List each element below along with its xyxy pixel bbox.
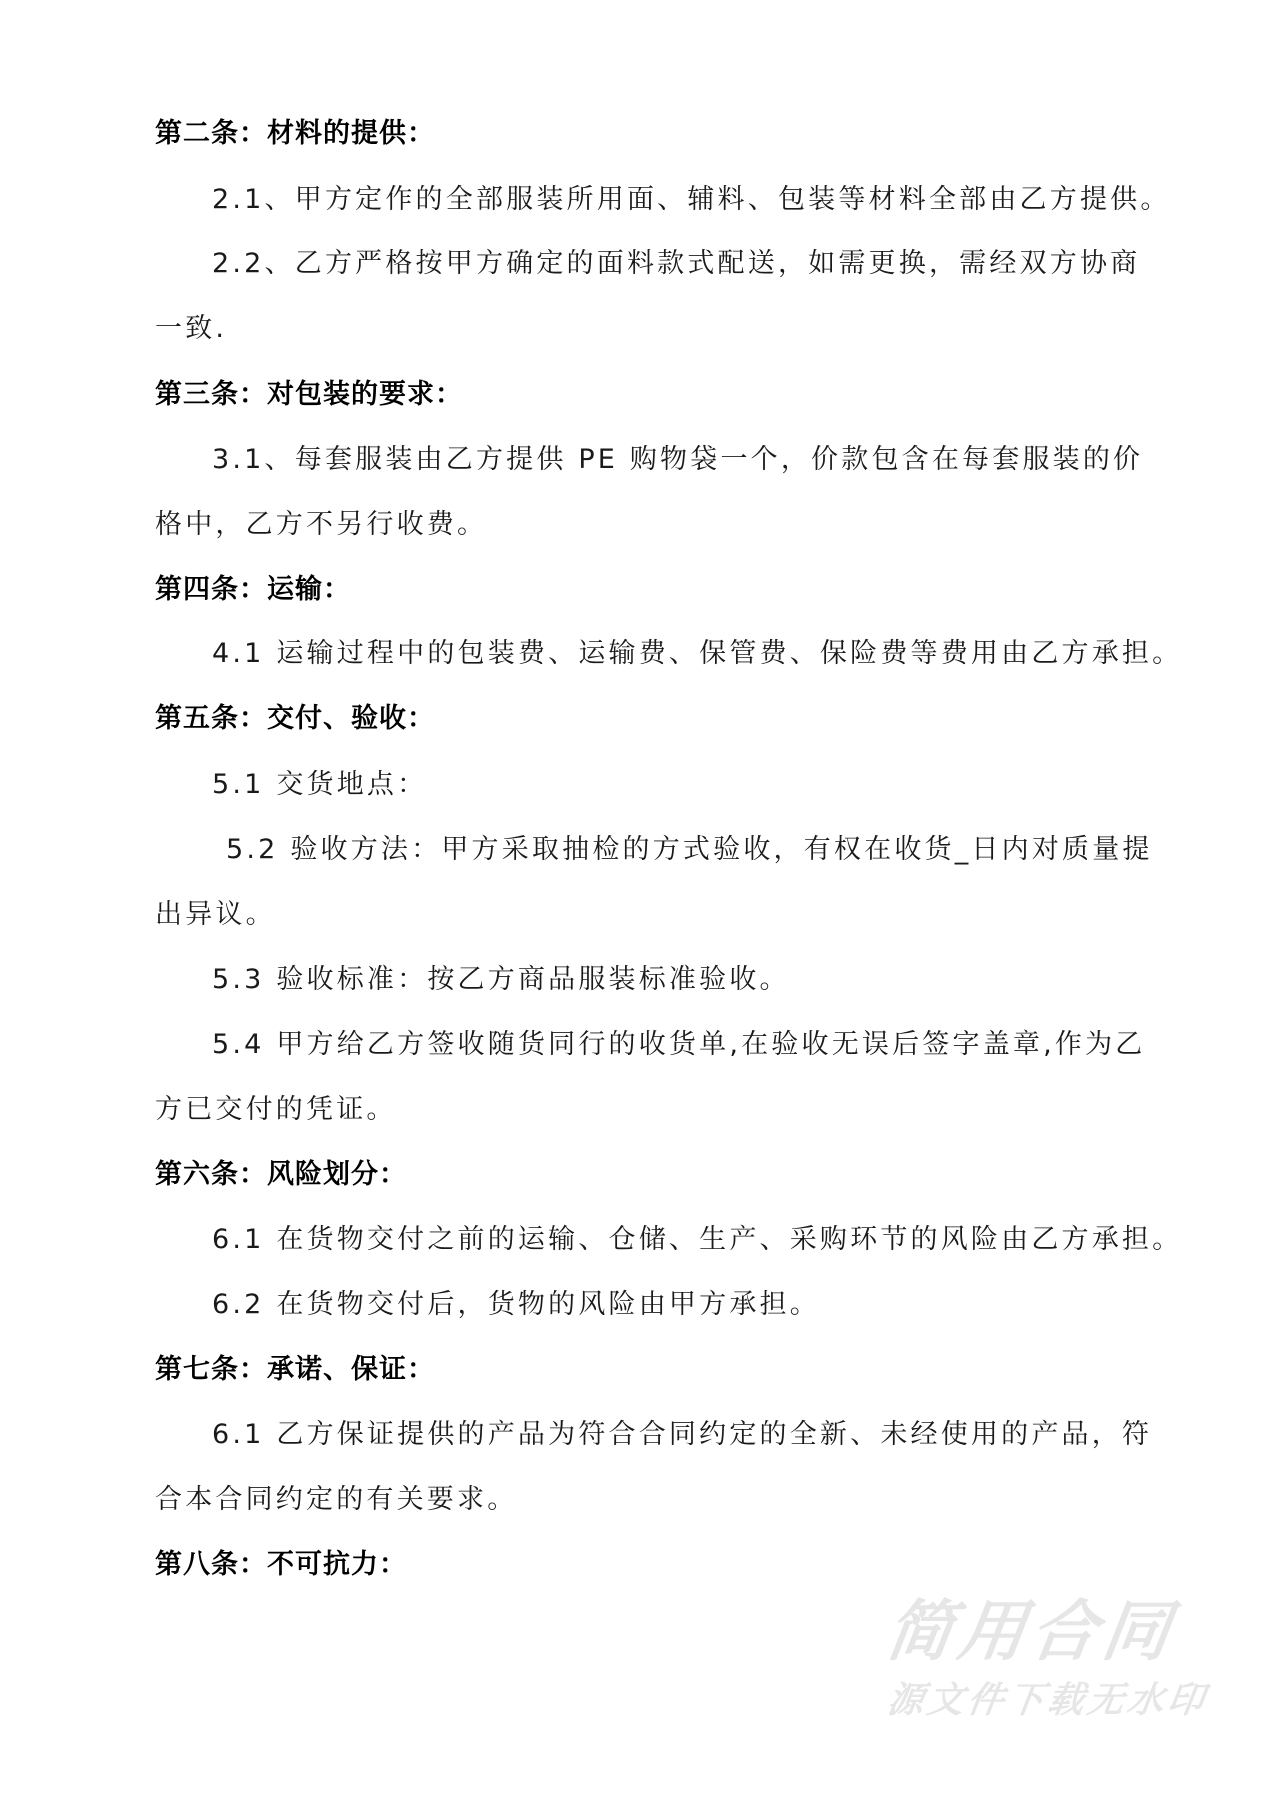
clause-5-1: 5.1 交货地点：	[212, 769, 428, 800]
clause-5-3: 5.3 验收标准：按乙方商品服装标准验收。	[212, 964, 790, 995]
clause-2-2-cont: 一致.	[155, 313, 228, 344]
clause-2-2: 2.2、乙方严格按甲方确定的面料款式配送，如需更换，需经双方协商	[212, 248, 1141, 279]
watermark-title: 简用合同	[881, 1593, 1181, 1670]
clause-5-4: 5.4 甲方给乙方签收随货同行的收货单,在验收无误后签字盖章,作为乙	[212, 1029, 1146, 1060]
clause-6-2: 6.2 在货物交付后，货物的风险由甲方承担。	[212, 1289, 820, 1320]
clause-5-2: 5.2 验收方法：甲方采取抽检的方式验收，有权在收货_日内对质量提	[226, 834, 1153, 865]
clause-3-1-cont: 格中，乙方不另行收费。	[155, 509, 488, 540]
section-heading-6: 第六条：风险划分：	[155, 1159, 407, 1190]
clause-5-4-cont: 方已交付的凭证。	[155, 1094, 397, 1125]
clause-2-1: 2.1、甲方定作的全部服装所用面、辅料、包装等材料全部由乙方提供。	[212, 184, 1171, 215]
clause-5-2-cont: 出异议。	[155, 899, 276, 930]
clause-6-1: 6.1 在货物交付之前的运输、仓储、生产、采购环节的风险由乙方承担。	[212, 1224, 1183, 1255]
clause-3-1: 3.1、每套服装由乙方提供 PE 购物袋一个，价款包含在每套服装的价	[212, 444, 1144, 475]
watermark-subtitle: 源文件下载无水印	[884, 1680, 1211, 1721]
section-heading-8: 第八条：不可抗力：	[155, 1549, 407, 1580]
section-heading-2: 第二条：材料的提供：	[155, 118, 435, 149]
section-heading-5: 第五条：交付、验收：	[155, 703, 435, 734]
section-heading-3: 第三条：对包装的要求：	[155, 379, 463, 410]
clause-7-1-cont: 合本合同约定的有关要求。	[155, 1484, 518, 1515]
clause-4-1: 4.1 运输过程中的包装费、运输费、保管费、保险费等费用由乙方承担。	[212, 638, 1183, 669]
section-heading-7: 第七条：承诺、保证：	[155, 1354, 435, 1385]
clause-7-1: 6.1 乙方保证提供的产品为符合合同约定的全新、未经使用的产品，符	[212, 1419, 1153, 1450]
section-heading-4: 第四条：运输：	[155, 574, 351, 605]
